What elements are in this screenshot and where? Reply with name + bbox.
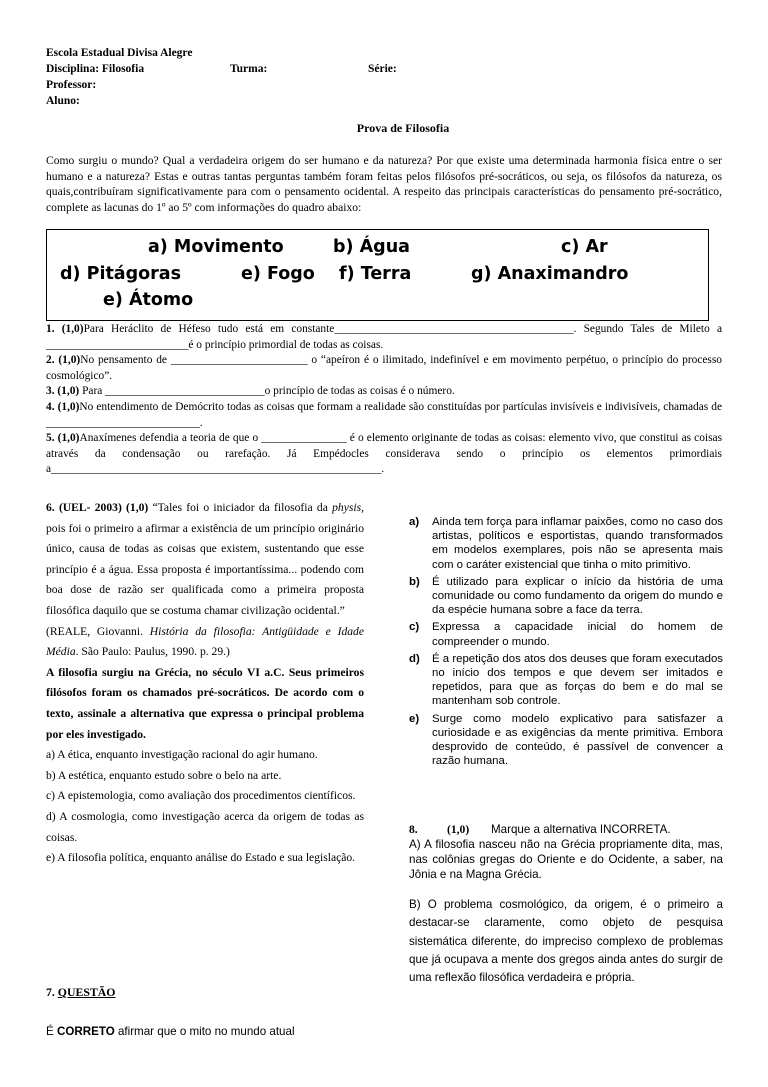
q7-correct: CORRETO — [56, 1025, 115, 1038]
q7-option-a — [409, 515, 723, 572]
option-text: Expressa a capacidade inicial do homem de compreender o mundo. — [432, 621, 723, 648]
q6-option-c: c) A epistemologia, como avaliação dos procedimentos científicos. — [46, 789, 356, 803]
teacher-label: Professor: — [46, 79, 97, 91]
option-letter: c) — [409, 621, 420, 634]
option-c: c) Ar — [561, 237, 608, 257]
question-number: 4. (1,0) — [46, 400, 80, 413]
q6-quote-part: , pois foi o primeiro a afirmar a existência de um princípio originário único, causa de todas as coisas que existem, sustentando que esse princípio é a água. Essa proposta é importantíssima... podendo com boa dose de razão ser qualificada como a primeira proposta filosófica daquilo que se costuma chamar civilização ocidental.” — [46, 501, 364, 617]
option-letter: d) — [409, 652, 420, 665]
option-h: e) Átomo — [103, 290, 194, 310]
q7-options — [409, 515, 723, 771]
q6-header: 6. (UEL- 2003) (1,0) — [46, 501, 149, 514]
q6-ref-title: História da filosofia: Antigüidade e Idade Média — [46, 624, 364, 659]
option-letter: e) — [409, 712, 420, 725]
q7-label: 7. — [46, 985, 58, 999]
question-text: Para Heráclito de Héfeso tudo está em constante__________________________________________. Segundo Tales de Mileto a _________________________é o princípio primordial de todas as coisas. — [46, 323, 723, 351]
q6-option-d: d) A cosmologia, como investigação acerca da origem de todas as coisas. — [46, 809, 364, 844]
q6-option-b: b) A estética, enquanto estudo sobre o belo na arte. — [46, 768, 282, 782]
option-letter: a) — [409, 516, 420, 528]
question-number: 2. (1,0) — [46, 354, 81, 367]
question-7-heading — [46, 985, 116, 1001]
discipline-label: Disciplina: Filosofia — [46, 63, 145, 75]
q7-title: QUESTÃO — [57, 985, 116, 999]
q6-ref-part: (REALE, Giovanni. — [46, 624, 150, 638]
q6-quote — [46, 498, 364, 622]
option-letter: b) — [409, 575, 420, 588]
q6-ref-part: . São Paulo: Paulus, 1990. p. 29.) — [75, 645, 230, 659]
q7-statement — [46, 1024, 295, 1040]
q8-option-a: A) A filosofia nasceu não na Grécia propriamente dita, mas, nas colônias gregas do Oriente e do Ocidente, a saber, na Jônia e na Magna Grécia. — [409, 838, 723, 881]
question-2 — [46, 353, 722, 384]
q7-prefix: É — [46, 1025, 57, 1038]
q7-option-b — [409, 575, 723, 618]
question-text: Para ____________________________o princípio de todas as coisas é o número. — [79, 385, 455, 398]
question-6 — [46, 498, 364, 869]
intro-paragraph: Como surgiu o mundo? Qual a verdadeira origem do ser humano e da natureza? Por que existe uma determinada harmonia física entre o ser humano e a natureza? Estas e outras tantas perguntas também foram feitas pelos filósofos pré-socráticos, ou seja, os filósofos da natureza, os quais,contribuíram significativamente para com o pensamento ocidental. A respeito das principais características do pensamento pré-socrático, complete as lacunas do 1º ao 5º com informações do quadro abaixo: — [46, 154, 722, 214]
q8-score: (1,0) — [447, 823, 470, 836]
question-text: No entendimento de Demócrito todas as coisas que formam a realidade são constituídas por partículas invisíveis e indivisíveis, chamadas de ___________________________. — [46, 400, 722, 429]
q8-option-b: B) O problema cosmológico, da origem, é o primeiro a destacar-se claramente, como objeto de pesquisa sistemática diferente, do impreciso complexo de problemas que já ocupava a mente dos gregos ainda antes do surgir de uma reflexão filosófica verdadeira e própria. — [409, 898, 723, 985]
q8-instruction: Marque a alternativa INCORRETA. — [491, 823, 671, 836]
question-text: Anaxímenes defendia a teoria de que o _______________ é o elemento originante de todas as coisas: elemento vivo, que constitui as coisas através da condensação ou rarefação. Já Empédocles considerava sendo o princípio os elementos primordiais a__________________________________________________________. — [46, 432, 722, 476]
option-text: É utilizado para explicar o início da história de uma comunidade ou como fundamento da origem do mundo e da espécie humana sobre a face da terra. — [432, 575, 723, 617]
q7-option-c — [409, 620, 723, 648]
q6-option-e: e) A filosofia política, enquanto análise do Estado e sua legislação. — [46, 851, 356, 865]
option-d: d) Pitágoras — [60, 264, 182, 284]
option-text: Surge como modelo explicativo para satisfazer a curiosidade e as exigências da mente primitiva. Embora desprovido de conteúdo, é passível de convencer a razão humana. — [432, 712, 723, 768]
question-text: No pensamento de ________________________ o “apeíron é o ilimitado, indefinível e em movimento perpétuo, o princípio do processo cosmológico”. — [46, 354, 722, 382]
question-4 — [46, 400, 722, 431]
fill-questions — [46, 322, 722, 478]
option-g: g) Anaximandro — [471, 264, 629, 284]
question-5 — [46, 431, 722, 478]
page-title: Prova de Filosofia — [356, 121, 450, 135]
options-box — [46, 229, 709, 321]
option-e: e) Fogo — [241, 264, 315, 284]
q8-number: 8. — [409, 823, 418, 836]
question-1 — [46, 322, 722, 353]
q7-rest: afirmar que o mito no mundo atual — [114, 1025, 295, 1038]
question-3 — [46, 384, 722, 400]
question-8 — [409, 822, 723, 882]
q6-option-a: a) A ética, enquanto investigação racional do agir humano. — [46, 748, 318, 762]
header — [46, 45, 746, 109]
option-a: a) Movimento — [148, 237, 284, 257]
option-b: b) Água — [333, 237, 410, 257]
question-number: 1. (1,0) — [46, 323, 84, 335]
school-name: Escola Estadual Divisa Alegre — [46, 47, 193, 59]
q7-option-e — [409, 712, 723, 769]
q7-option-d — [409, 652, 723, 709]
grade-label: Série: — [368, 63, 397, 75]
option-text: É a repetição dos atos dos deuses que foram executados no início dos tempos e que devem ser imitados e repetidos, para que as forças do bem e do mal se mantenham sob controle. — [432, 652, 723, 708]
student-label: Aluno: — [46, 95, 80, 107]
option-text: Ainda tem força para inflamar paixões, como no caso dos artistas, políticos e esportistas, quando transformados em modelos exemplares, pois não se apresenta mais com o caráter existencial que tinha o mito primitivo. — [432, 516, 723, 571]
question-number: 3. (1,0) — [46, 385, 80, 398]
class-label: Turma: — [230, 63, 268, 75]
option-f: f) Terra — [339, 264, 412, 284]
question-number: 5. (1,0) — [46, 432, 80, 445]
q6-prompt: A filosofia surgiu na Grécia, no século VI a.C. Seus primeiros filósofos foram os chamados pré-socráticos. De acordo com o texto, assinale a alternativa que expressa o principal problema por eles investigado. — [46, 665, 364, 741]
q6-reference — [46, 622, 364, 663]
q6-physis: physis — [332, 501, 362, 514]
q6-quote-part: “Tales foi o iniciador da filosofia da — [148, 501, 333, 514]
